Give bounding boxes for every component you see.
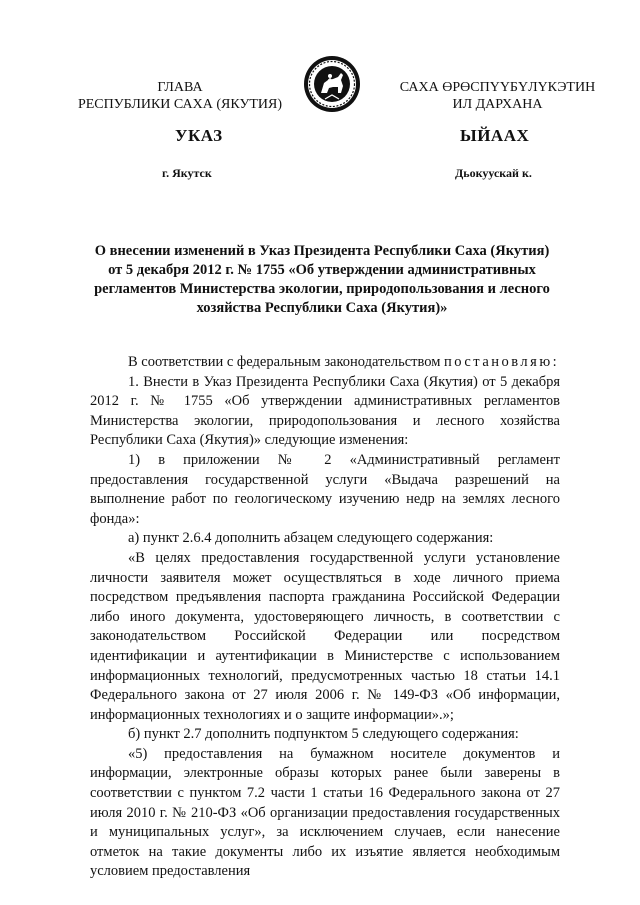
- decree-title-russian: УКАЗ: [175, 126, 223, 145]
- issuer-russian-line2: РЕСПУБЛИКИ САХА (ЯКУТИЯ): [77, 97, 283, 112]
- paragraph-b: б) пункт 2.7 дополнить подпунктом 5 следующего содержания:: [128, 726, 519, 743]
- decree-body: [90, 353, 560, 882]
- heading-line: регламентов Министерства экологии, природопользования и лесного: [94, 281, 550, 297]
- paragraph-quote-identity: «В целях предоставления государственной услуги установление личности заявителя может осуществляться в ходе личного приема посредством предъявления паспорта гражданина Российской Федерации либо иного документа, удостоверяющего личность, в соответствии с законодательством Российской Федерации или посредством идентификации и аутентификации в Министерстве с использованием информационных технологий, предусмотренных частью 18 статьи 14.1 Федерального закона от 27 июля 2006 г. № 149-ФЗ «Об информации, информационных технологиях и о защите информации».»;: [90, 549, 560, 723]
- heading-line: хозяйства Республики Саха (Якутия)»: [196, 300, 448, 316]
- decree-heading: [92, 242, 552, 318]
- issuer-russian: [75, 79, 285, 113]
- issuer-russian-line1: ГЛАВА: [157, 80, 203, 95]
- heading-line: О внесении изменений в Указ Президента Республики Саха (Якутия): [94, 243, 550, 259]
- coat-of-arms-emblem: [303, 55, 361, 113]
- preamble-text: В соответствии с федеральным законодательством: [128, 354, 441, 370]
- paragraph-item-1: 1. Внести в Указ Президента Республики Саха (Якутия) от 5 декабря 2012 г. № 1755 «Об утверждении административных регламентов Министерства экологии, природопользования и лесного хозяйства Республики Саха (Якутия)» следующие изменения:: [90, 373, 560, 449]
- issuer-sakha-line1: САХА ӨРӨСПҮҮБҮЛҮКЭТИН: [399, 80, 596, 95]
- paragraph-a: а) пункт 2.6.4 дополнить абзацем следующего содержания:: [128, 530, 494, 547]
- place-russian: г. Якутск: [162, 166, 212, 180]
- resolve-word: постановляю:: [444, 354, 560, 370]
- issuer-sakha: [390, 79, 605, 113]
- place-sakha: Дьокуускай к.: [455, 166, 532, 180]
- decree-title-sakha: ЫЙААХ: [460, 126, 530, 145]
- paragraph-subitem-1: 1) в приложении № 2 «Административный регламент предоставления государственной услуги «Выдача разрешений на выполнение работ по геологическому изучению недр на землях лесного фонда»:: [90, 451, 560, 527]
- paragraph-quote-5: «5) предоставления на бумажном носителе документов и информации, электронные образы которых ранее были заверены в соответствии с пунктом 7.2 части 1 статьи 16 Федерального закона от 27 июля 2010 г. № 210-ФЗ «Об организации предоставления государственных и муниципальных услуг», за исключением случаев, если нанесение отметок на такие документы либо их изъятие является необходимым условием предоставления: [90, 745, 560, 880]
- preamble-paragraph: [90, 353, 560, 373]
- issuer-sakha-line2: ИЛ ДАРХАНА: [452, 97, 543, 112]
- heading-line: от 5 декабря 2012 г. № 1755 «Об утверждении административных: [108, 262, 536, 278]
